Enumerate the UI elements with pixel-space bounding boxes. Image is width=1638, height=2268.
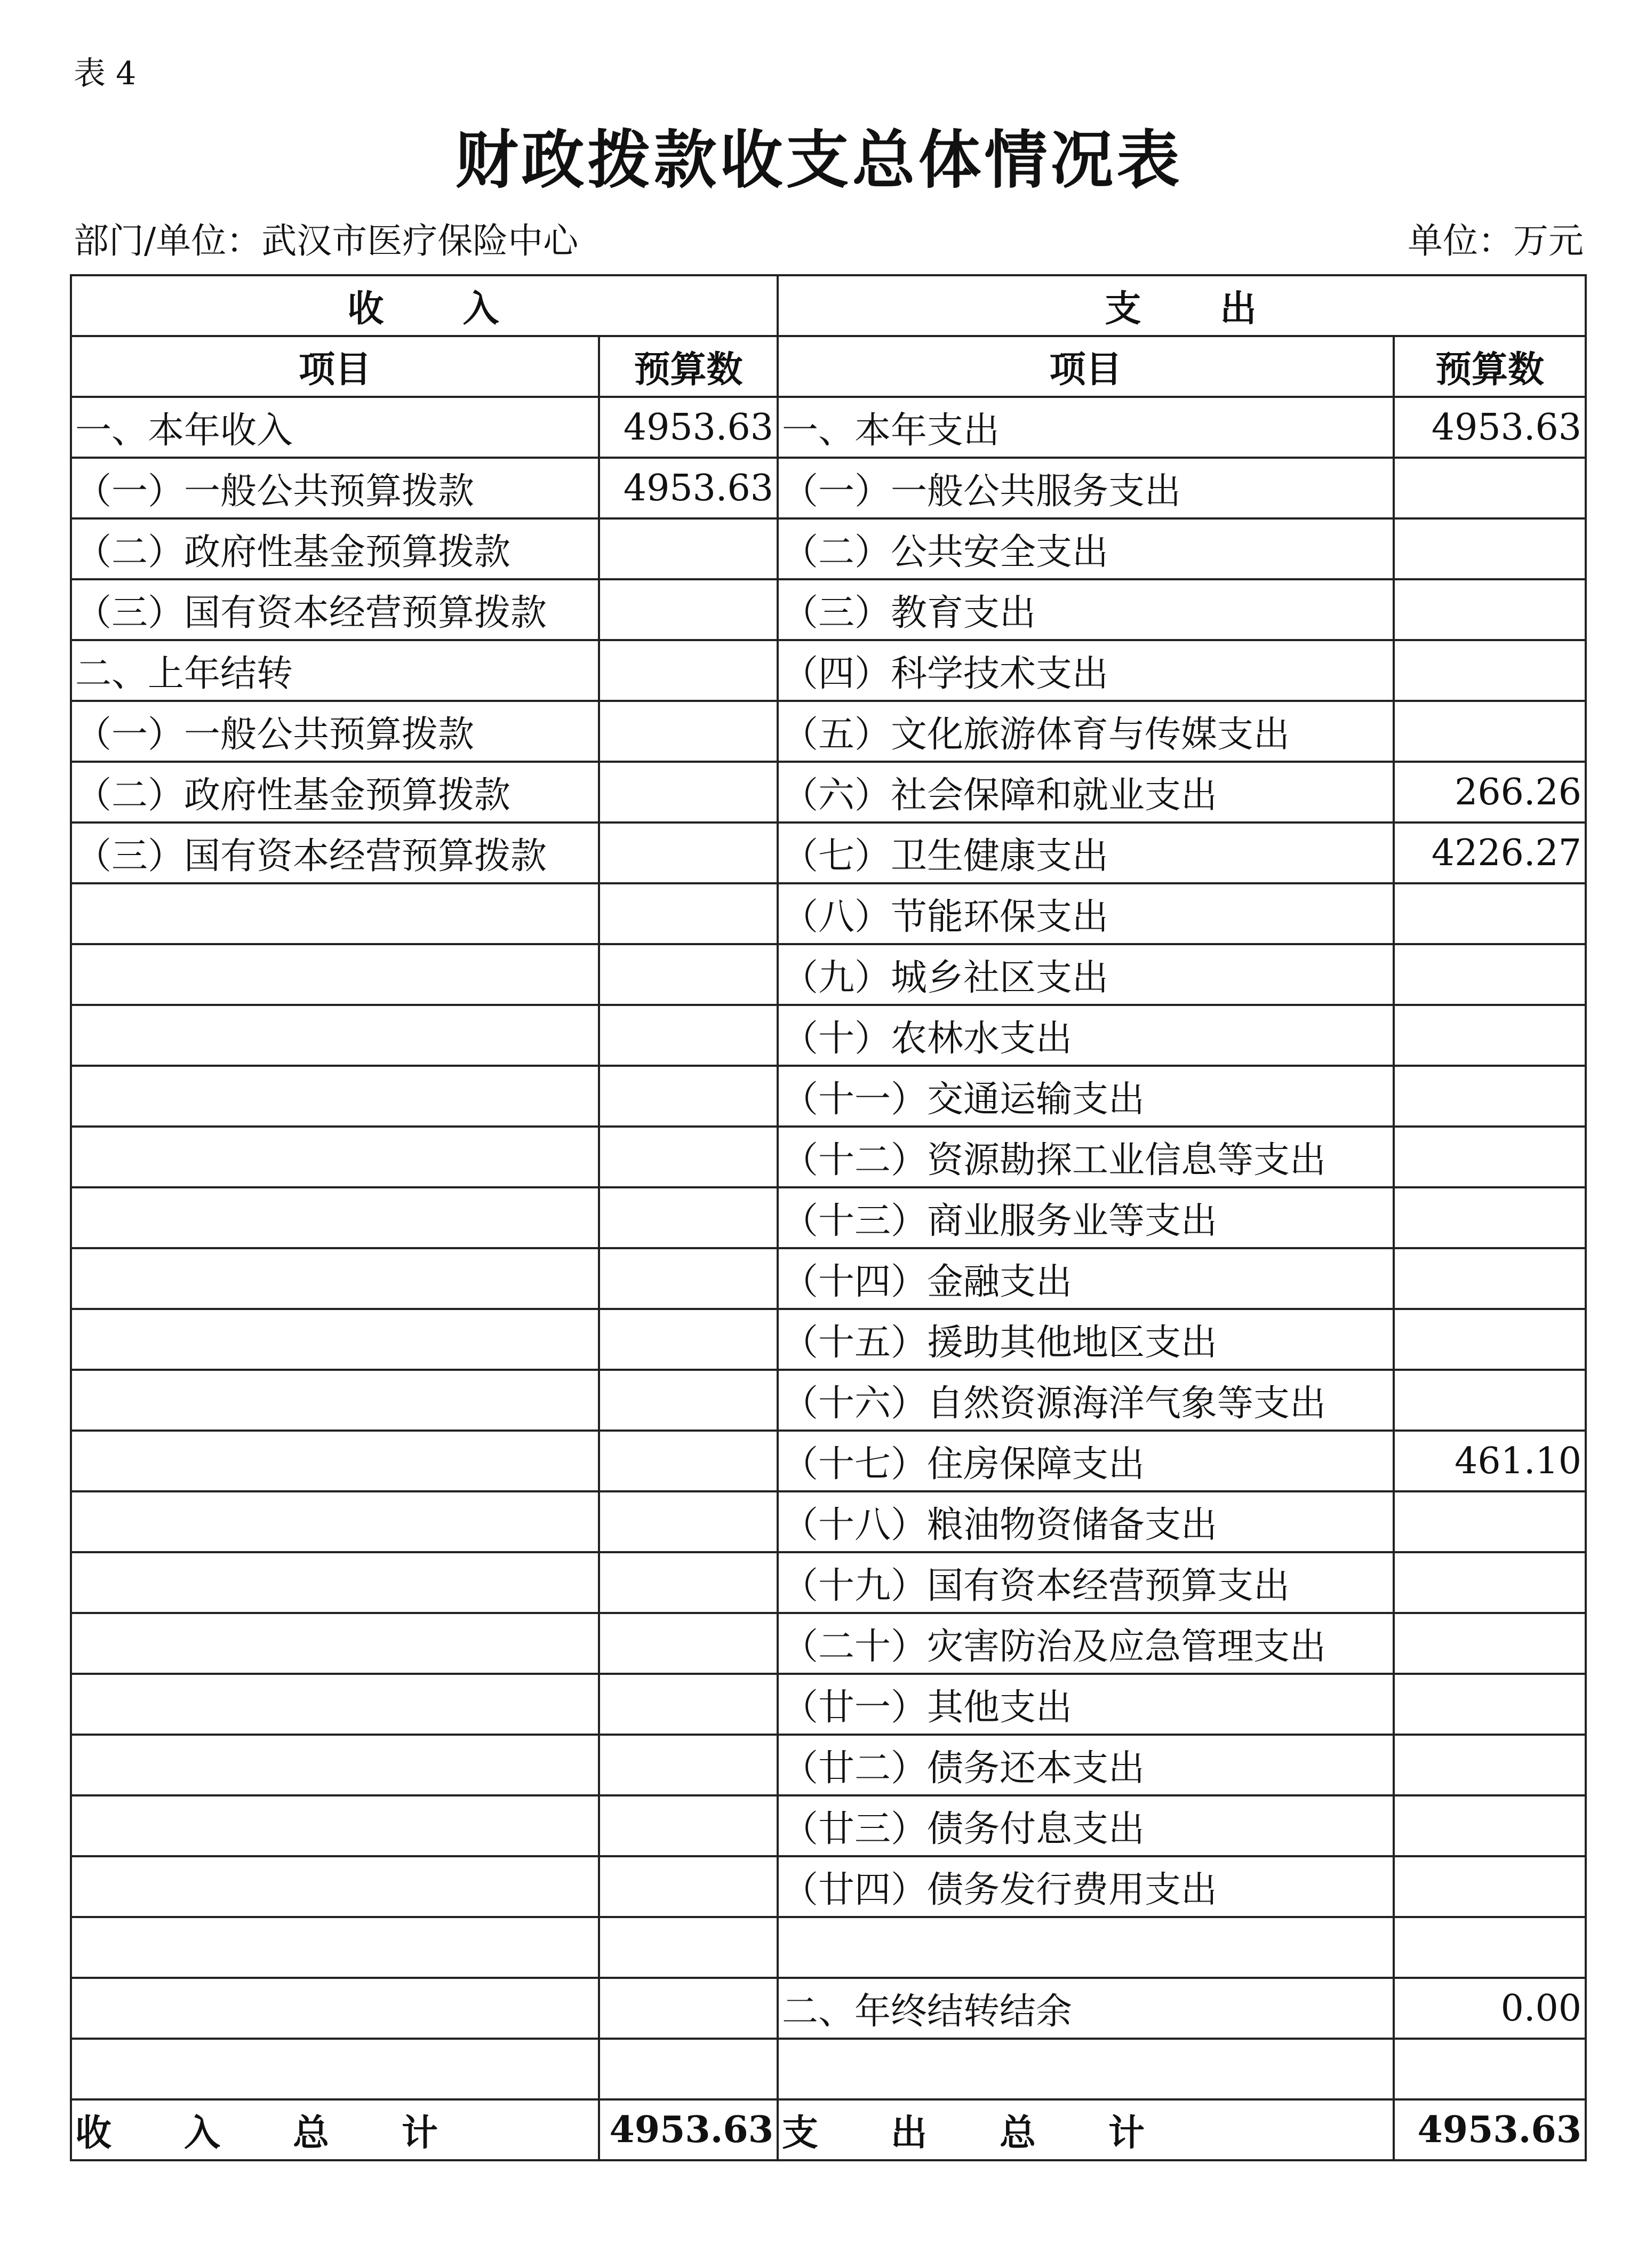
table-row <box>71 1127 1586 1187</box>
income-value-cell <box>599 1187 778 1248</box>
income-item-cell <box>71 1431 599 1491</box>
expense-item-cell: （十一）交通运输支出 <box>778 1066 1394 1127</box>
expense-value-cell <box>1394 1187 1586 1248</box>
income-value-cell <box>599 1127 778 1187</box>
expense-value-cell <box>1394 1795 1586 1856</box>
income-item-cell <box>71 1674 599 1735</box>
expense-item-cell: （一）一般公共服务支出 <box>778 458 1394 518</box>
income-value-cell <box>599 1978 778 2039</box>
expense-item-cell <box>778 1917 1394 1978</box>
expense-item-cell: （十）农林水支出 <box>778 1005 1394 1066</box>
table-row <box>71 1491 1586 1552</box>
expense-item-cell: （六）社会保障和就业支出 <box>778 762 1394 822</box>
table-row <box>71 762 1586 822</box>
expense-value-cell: 4953.63 <box>1394 397 1586 458</box>
income-value-cell <box>599 1917 778 1978</box>
income-total-label: 收 入 总 计 <box>71 2099 599 2160</box>
table-row <box>71 944 1586 1005</box>
document-title: 财政拨款收支总体情况表 <box>455 123 1183 197</box>
table-row <box>71 1795 1586 1856</box>
income-item-cell: 一、本年收入 <box>71 397 599 458</box>
table-row <box>71 883 1586 944</box>
income-item-cell <box>71 1248 599 1309</box>
expense-total-value: 4953.63 <box>1394 2099 1586 2160</box>
table-row <box>71 640 1586 701</box>
income-value-cell <box>599 1309 778 1370</box>
income-value-cell <box>599 1856 778 1917</box>
table-row <box>71 1613 1586 1674</box>
income-total-value: 4953.63 <box>599 2099 778 2160</box>
unit-label: 单位：万元 <box>1408 220 1584 261</box>
expense-value-cell <box>1394 1066 1586 1127</box>
income-item-cell <box>71 1735 599 1795</box>
income-item-cell <box>71 1978 599 2039</box>
budget-table-body <box>71 275 1586 2160</box>
expense-item-cell: （二十）灾害防治及应急管理支出 <box>778 1613 1394 1674</box>
expense-value-cell <box>1394 1735 1586 1795</box>
income-value-cell <box>599 1005 778 1066</box>
table-row <box>71 1735 1586 1795</box>
column-header-row <box>71 336 1586 397</box>
income-item-cell: （三）国有资本经营预算拨款 <box>71 822 599 883</box>
expense-item-cell: （廿一）其他支出 <box>778 1674 1394 1735</box>
income-value-cell <box>599 1066 778 1127</box>
expense-section-header: 支 出 <box>778 275 1586 336</box>
income-item-cell: （二）政府性基金预算拨款 <box>71 518 599 579</box>
expense-value-cell <box>1394 1613 1586 1674</box>
expense-value-cell <box>1394 518 1586 579</box>
income-value-cell <box>599 701 778 762</box>
expense-value-cell <box>1394 1005 1586 1066</box>
income-value-cell <box>599 1491 778 1552</box>
expense-item-cell: （廿四）债务发行费用支出 <box>778 1856 1394 1917</box>
expense-item-cell: （二）公共安全支出 <box>778 518 1394 579</box>
income-item-cell: 二、上年结转 <box>71 640 599 701</box>
expense-value-cell: 266.26 <box>1394 762 1586 822</box>
table-row <box>71 1856 1586 1917</box>
income-value-cell: 4953.63 <box>599 458 778 518</box>
income-value-cell <box>599 1370 778 1431</box>
income-item-cell: （三）国有资本经营预算拨款 <box>71 579 599 640</box>
income-value-cell <box>599 1552 778 1613</box>
expense-value-cell <box>1394 458 1586 518</box>
table-row <box>71 701 1586 762</box>
income-item-cell <box>71 1613 599 1674</box>
table-row <box>71 397 1586 458</box>
table-row <box>71 458 1586 518</box>
table-row <box>71 1552 1586 1613</box>
income-value-cell <box>599 1613 778 1674</box>
income-item-cell <box>71 1856 599 1917</box>
budget-table <box>70 274 1587 2161</box>
income-item-header: 项目 <box>71 336 599 397</box>
table-row <box>71 1917 1586 1978</box>
income-item-cell <box>71 1370 599 1431</box>
expense-item-cell: （十九）国有资本经营预算支出 <box>778 1552 1394 1613</box>
expense-value-cell <box>1394 2039 1586 2099</box>
expense-item-cell: （十六）自然资源海洋气象等支出 <box>778 1370 1394 1431</box>
income-budget-header: 预算数 <box>599 336 778 397</box>
expense-total-label: 支 出 总 计 <box>778 2099 1394 2160</box>
income-value-cell <box>599 1248 778 1309</box>
expense-item-cell: （三）教育支出 <box>778 579 1394 640</box>
expense-value-cell <box>1394 1491 1586 1552</box>
expense-item-cell: （八）节能环保支出 <box>778 883 1394 944</box>
totals-row <box>71 2099 1586 2160</box>
table-row <box>71 1431 1586 1491</box>
expense-value-cell <box>1394 1552 1586 1613</box>
table-row <box>71 1248 1586 1309</box>
income-item-cell <box>71 1127 599 1187</box>
expense-item-cell: （十四）金融支出 <box>778 1248 1394 1309</box>
expense-item-cell: （四）科学技术支出 <box>778 640 1394 701</box>
income-item-cell <box>71 1552 599 1613</box>
expense-item-cell: （十七）住房保障支出 <box>778 1431 1394 1491</box>
income-item-cell <box>71 944 599 1005</box>
income-item-cell <box>71 1917 599 1978</box>
expense-item-cell: （十八）粮油物资储备支出 <box>778 1491 1394 1552</box>
expense-value-cell <box>1394 1917 1586 1978</box>
expense-item-cell: （七）卫生健康支出 <box>778 822 1394 883</box>
expense-value-cell: 0.00 <box>1394 1978 1586 2039</box>
income-value-cell <box>599 579 778 640</box>
expense-value-cell <box>1394 1248 1586 1309</box>
expense-value-cell: 461.10 <box>1394 1431 1586 1491</box>
table-row <box>71 1978 1586 2039</box>
expense-value-cell <box>1394 701 1586 762</box>
income-value-cell <box>599 762 778 822</box>
expense-value-cell <box>1394 640 1586 701</box>
income-value-cell <box>599 1431 778 1491</box>
expense-item-header: 项目 <box>778 336 1394 397</box>
income-value-cell <box>599 1735 778 1795</box>
income-value-cell <box>599 518 778 579</box>
expense-item-cell: （廿二）债务还本支出 <box>778 1735 1394 1795</box>
income-item-cell <box>71 2039 599 2099</box>
table-row <box>71 518 1586 579</box>
income-section-header: 收 入 <box>71 275 778 336</box>
table-row <box>71 1005 1586 1066</box>
income-item-cell: （二）政府性基金预算拨款 <box>71 762 599 822</box>
expense-value-cell <box>1394 1856 1586 1917</box>
income-value-cell <box>599 944 778 1005</box>
table-row <box>71 1674 1586 1735</box>
table-row <box>71 1066 1586 1127</box>
table-row <box>71 1370 1586 1431</box>
expense-item-cell: （九）城乡社区支出 <box>778 944 1394 1005</box>
expense-value-cell <box>1394 1674 1586 1735</box>
expense-value-cell <box>1394 1370 1586 1431</box>
expense-value-cell <box>1394 1309 1586 1370</box>
income-item-cell <box>71 1005 599 1066</box>
table-row <box>71 579 1586 640</box>
expense-item-cell: 一、本年支出 <box>778 397 1394 458</box>
income-value-cell <box>599 1795 778 1856</box>
department-label: 部门/单位：武汉市医疗保险中心 <box>74 220 579 261</box>
income-value-cell <box>599 640 778 701</box>
income-value-cell <box>599 883 778 944</box>
expense-item-cell <box>778 2039 1394 2099</box>
income-item-cell <box>71 883 599 944</box>
section-header-row <box>71 275 1586 336</box>
income-item-cell <box>71 1066 599 1127</box>
expense-value-cell <box>1394 579 1586 640</box>
table-row <box>71 1187 1586 1248</box>
expense-value-cell <box>1394 944 1586 1005</box>
income-item-cell: （一）一般公共预算拨款 <box>71 701 599 762</box>
income-item-cell <box>71 1795 599 1856</box>
income-value-cell <box>599 822 778 883</box>
expense-value-cell <box>1394 1127 1586 1187</box>
table-row <box>71 822 1586 883</box>
expense-item-cell: （十五）援助其他地区支出 <box>778 1309 1394 1370</box>
expense-item-cell: （五）文化旅游体育与传媒支出 <box>778 701 1394 762</box>
income-value-cell <box>599 2039 778 2099</box>
income-item-cell <box>71 1309 599 1370</box>
table-number-label: 表 4 <box>74 55 137 92</box>
expense-value-cell: 4226.27 <box>1394 822 1586 883</box>
expense-item-cell: （十三）商业服务业等支出 <box>778 1187 1394 1248</box>
expense-item-cell: （廿三）债务付息支出 <box>778 1795 1394 1856</box>
expense-item-cell: 二、年终结转结余 <box>778 1978 1394 2039</box>
income-item-cell <box>71 1491 599 1552</box>
income-value-cell: 4953.63 <box>599 397 778 458</box>
expense-budget-header: 预算数 <box>1394 336 1586 397</box>
expense-value-cell <box>1394 883 1586 944</box>
table-row <box>71 2039 1586 2099</box>
table-row <box>71 1309 1586 1370</box>
income-value-cell <box>599 1674 778 1735</box>
income-item-cell: （一）一般公共预算拨款 <box>71 458 599 518</box>
income-item-cell <box>71 1187 599 1248</box>
expense-item-cell: （十二）资源勘探工业信息等支出 <box>778 1127 1394 1187</box>
